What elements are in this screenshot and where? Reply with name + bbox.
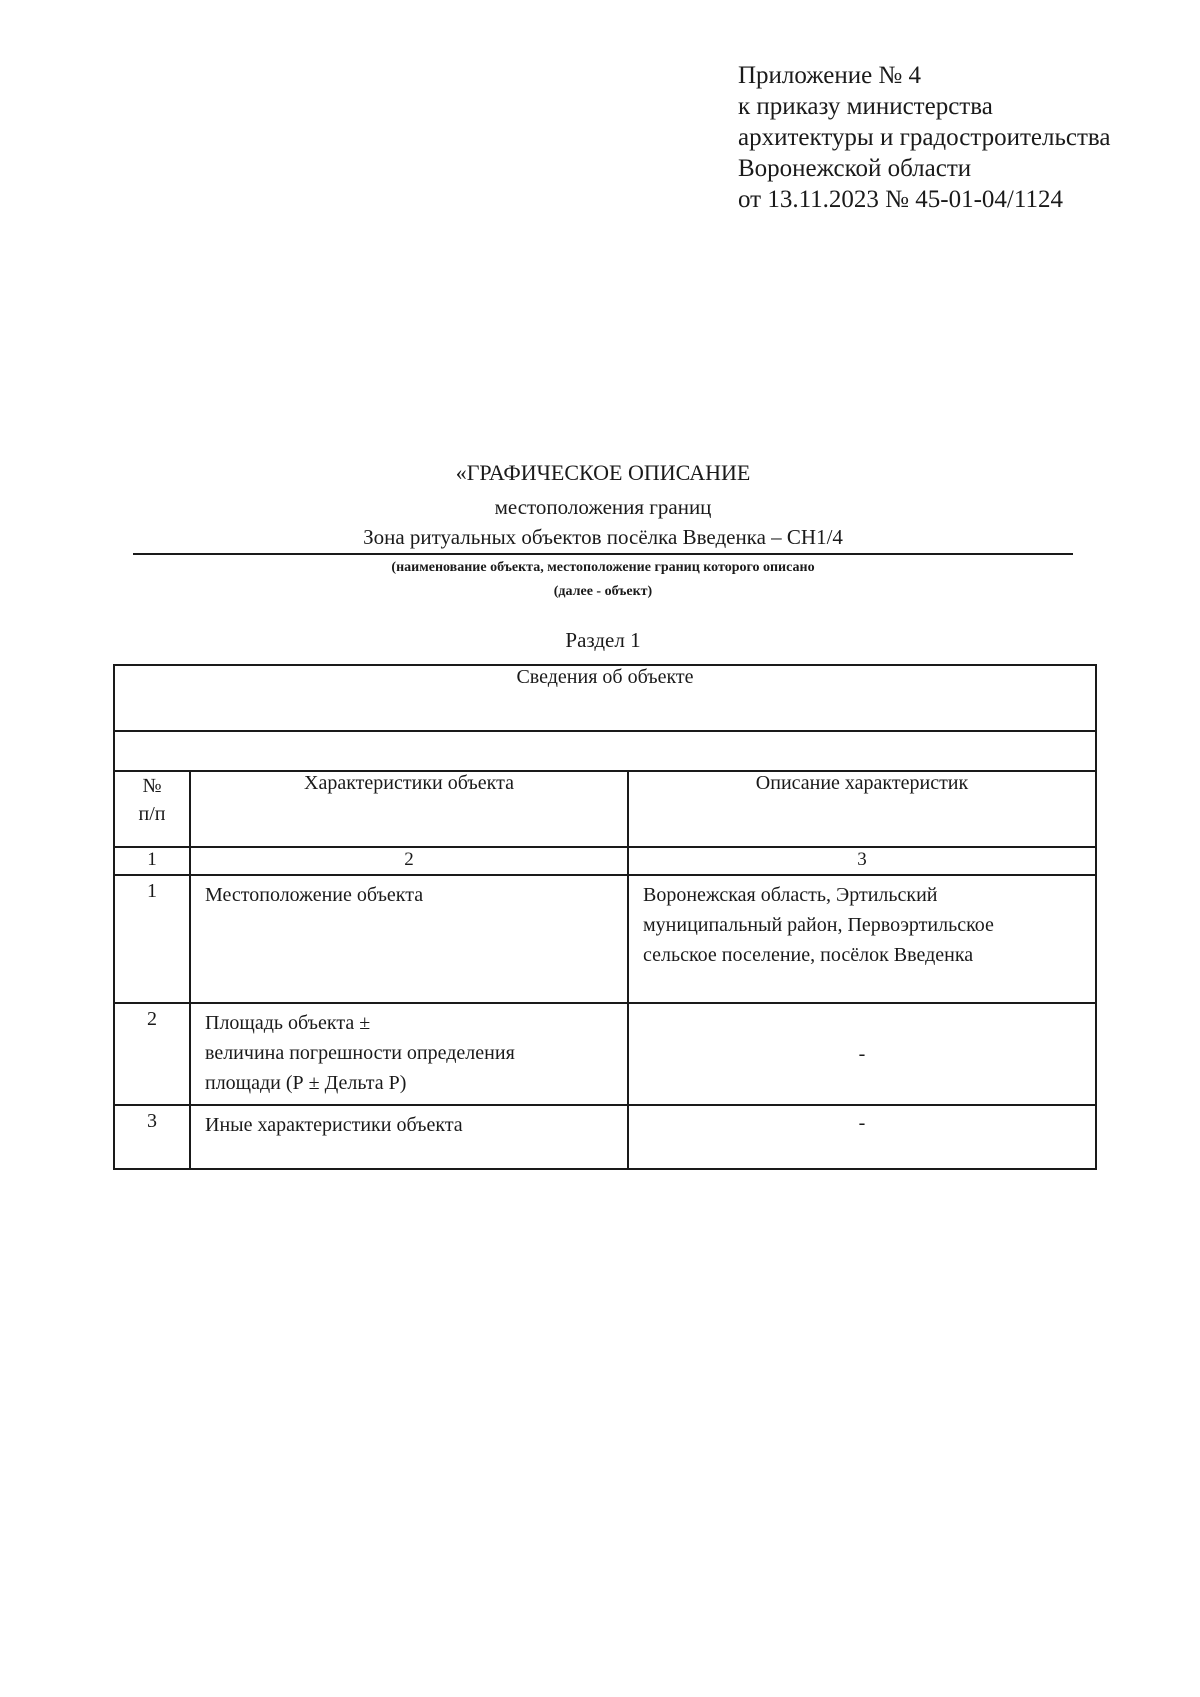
- appendix-date-number: от 13.11.2023 № 45-01-04/1124: [738, 186, 1063, 213]
- row-characteristic-line: величина погрешности определения: [205, 1042, 515, 1064]
- row-characteristic: Местоположение объекта: [190, 875, 628, 1003]
- document-title: «ГРАФИЧЕСКОЕ ОПИСАНИЕ: [455, 460, 751, 485]
- row-characteristic: [190, 1003, 628, 1105]
- header-characteristics: Характеристики объекта: [190, 771, 628, 847]
- table-empty-row: [114, 731, 1096, 771]
- row-description-line: муниципальный район, Первоэртильское: [643, 914, 994, 936]
- table-index-row: [114, 847, 1096, 875]
- table-empty-cell: [114, 731, 1096, 771]
- row-characteristic-line: площади (Р ± Дельта Р): [205, 1072, 407, 1094]
- object-info-table: [113, 664, 1097, 1170]
- row-description: [628, 875, 1096, 1003]
- row-description-line: сельское поселение, посёлок Введенка: [643, 944, 974, 966]
- object-name-note-line2: (далее - объект): [553, 584, 653, 599]
- document-subtitle: местоположения границ: [494, 495, 712, 519]
- section-label: Раздел 1: [565, 628, 641, 652]
- table-row: [114, 1003, 1096, 1105]
- appendix-region: Воронежской области: [738, 155, 972, 182]
- row-description-line: Воронежская область, Эртильский: [643, 884, 938, 906]
- header-num: [114, 771, 190, 847]
- table-row: [114, 875, 1096, 1003]
- header-num-abbr: п/п: [138, 803, 166, 825]
- row-description: -: [628, 1003, 1096, 1105]
- index-cell-3: 3: [628, 847, 1096, 875]
- appendix-header: [738, 60, 1110, 215]
- header-num-symbol: №: [142, 775, 162, 797]
- object-name: Зона ритуальных объектов посёлка Введенка – СН1/4: [133, 524, 1073, 555]
- row-num: 3: [114, 1105, 190, 1169]
- index-cell-2: 2: [190, 847, 628, 875]
- table-row: [114, 1105, 1096, 1169]
- header-description: Описание характеристик: [628, 771, 1096, 847]
- table-caption: Сведения об объекте: [114, 665, 1096, 731]
- appendix-order-ref: к приказу министерства: [738, 93, 993, 120]
- row-num: 1: [114, 875, 190, 1003]
- table-caption-row: [114, 665, 1096, 731]
- row-characteristic-line: Площадь объекта ±: [205, 1012, 371, 1034]
- row-description: -: [628, 1105, 1096, 1169]
- document-title-block: [133, 460, 1073, 603]
- appendix-ministry: архитектуры и градостроительства: [738, 124, 1111, 151]
- index-cell-1: 1: [114, 847, 190, 875]
- appendix-number: Приложение № 4: [738, 62, 922, 89]
- table-header-row: [114, 771, 1096, 847]
- row-num: 2: [114, 1003, 190, 1105]
- object-name-note-line1: (наименование объекта, местоположение границ которого описано: [391, 560, 815, 575]
- row-characteristic: Иные характеристики объекта: [190, 1105, 628, 1169]
